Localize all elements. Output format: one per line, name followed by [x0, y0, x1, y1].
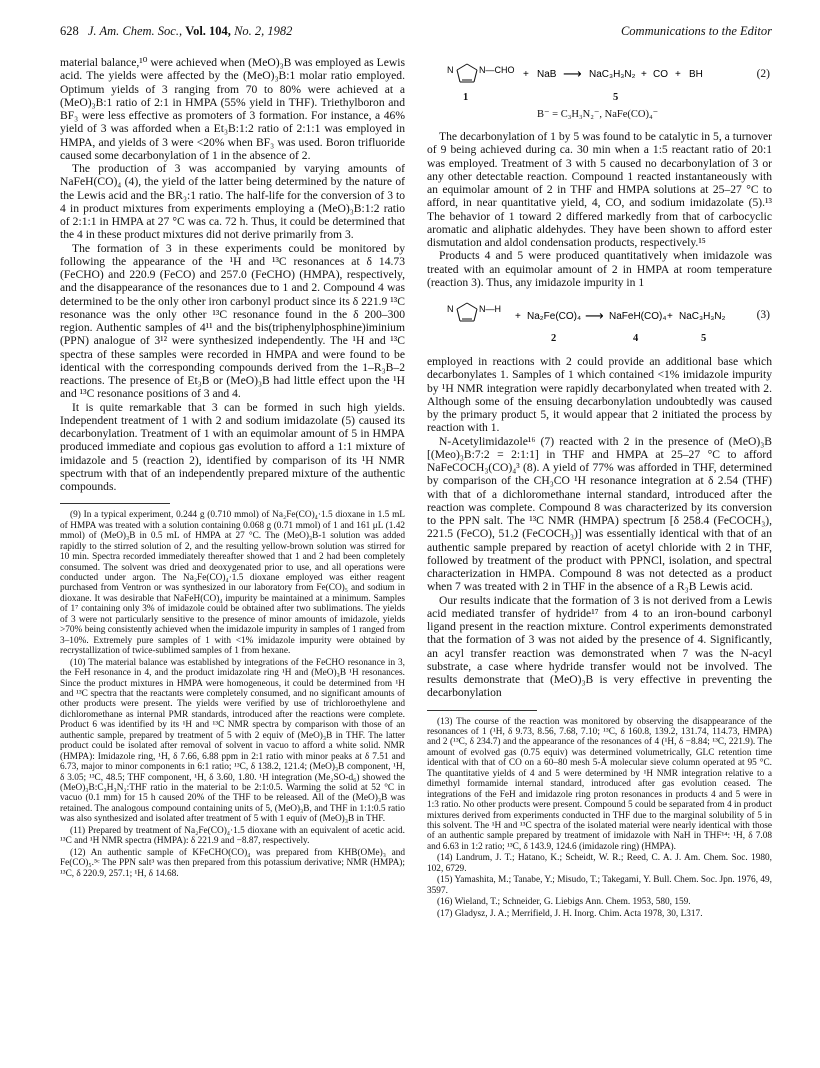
scheme-3-drawing — [427, 295, 772, 351]
footnote: (13) The course of the reaction was monitored by observing the disappearance of the resonances of 1 (¹H, δ 9.73, 8.56, 7.68, 7.10; ¹³C, δ 160.8, 139.2, 131.74, 114.73, HMPA) and 2 (¹³C, δ 234.7) and the appearance of the resonances of 4 (¹H, δ −8.84; ¹³C, 221.9). The amount of evolved gas (0.75 equiv) was determined volumetrically, GLC retention time identical with that of CO on a 60–80 mesh 5-Å molecular sieve column operated at 95 °C. The quantitative yields of 4 and 5 were determined by ¹H NMR integration relative to a dimethyl formamide internal standard, introduced after gas evolution ceased. The integrations of the FeH and imidazole ring proton resonances in products 4 and 5 were in 1:3 ratio. No other products were present. Compound 5 could be separated from 4 in product mixtures derived from experiments conducted in THF due to the marginal solubility of 5 in this solvent. The ¹H and ¹³C spectra of the isolated material were nearly identical with those of an authentic sample prepared by treatment of imidazole with NaH in THF¹⁴: ¹H, δ 7.08 and 6.63 in 1:2 ratio; ¹³C, δ 143.9, 124.6 (imidazole ring) (HMPA). — [427, 716, 772, 852]
reaction-scheme-3 — [427, 295, 772, 351]
scheme3-reagent: Na₂Fe(CO)₄ — [527, 311, 582, 322]
journal-name: J. Am. Chem. Soc., — [87, 24, 183, 38]
scheme2-reagent: NaB — [537, 69, 557, 80]
page-number: 628 — [60, 24, 79, 38]
compound-label: 4 — [633, 333, 639, 344]
imidazole-ring-icon — [457, 64, 477, 82]
reaction-scheme-2 — [427, 56, 772, 124]
equation-number: (3) — [756, 309, 770, 321]
right-column — [427, 56, 772, 920]
paragraph: Products 4 and 5 were produced quantitatively when imidazole was treated with an equimolar amount of 2 in HMPA at room temperature (reaction 3). Thus, any imidazole impurity in 1 — [427, 249, 772, 289]
scheme2-plus: + — [675, 69, 681, 80]
scheme3-product2: NaC₃H₃N₂ — [679, 311, 726, 322]
scheme2-plus: + — [641, 69, 647, 80]
scheme2-product: NaC₃H₃N₂ — [589, 69, 636, 80]
paragraph: The production of 3 was accompanied by varying amounts of NaFeH(CO)₄ (4), the yield of the latter being determined by the nature of the Lewis acid and the BR₃:1 ratio. The half-life for the conversion of 3 to 4 in product mixtures from experiments employing a (MeO)₃B:1:2 ratio of 2:1:1 in HMPA at 27 °C was ca. 72 h. Thus, it could be determined that the 4 in these product mixtures did not derive primarily from 3. — [60, 162, 405, 242]
paragraph: material balance,¹⁰ were achieved when (MeO)₃B was employed as Lewis acid. The yields were affected by the (MeO)₃B:1 molar ratio employed. Optimum yields of 3 ranging from 70 to 80% were achieved at a (MeO)₃B:1 ratio of 2:1 in HMPA (55% yield in THF). Triethylboron and BF₃ were less effective as promoters of 3 formation. For instance, a 46% yield of 3 was afforded when a Et₃B:1:2 ratio of 2:1:1 was employed in HMPA, and yields of 3 were <20% when BF₃ was used. Boron trifluoride caused some decarbonylation of 1 in the absence of 2. — [60, 56, 405, 162]
section-title: Communications to the Editor — [620, 24, 772, 38]
compound-label: 5 — [613, 92, 619, 103]
scheme3-product1: NaFeH(CO)₄ — [609, 311, 667, 322]
paragraph: employed in reactions with 2 could provide an additional base which decarbonylates 1. Samples of 1 which contained <1% imidazole impurity by ¹H NMR integration were rapidly decarbonylated when treated with 2. Although some of the ensuing decarbonylation undoubtedly was caused by the primary product 5, it would appear that 2 initiated the process by reaction with 1. — [427, 355, 772, 435]
footnote: (11) Prepared by treatment of Na₂Fe(CO)₄·1.5 dioxane with an equivalent of acetic acid. ¹³C and ¹H NMR spectra (HMPA): δ 221.9 and −8.87, respectively. — [60, 825, 405, 847]
left-column — [60, 56, 405, 880]
compound-label: 2 — [551, 333, 557, 344]
imidazole-ring-icon — [457, 303, 477, 321]
scheme3-plus: + — [667, 311, 673, 322]
paragraph: N-Acetylimidazole¹⁶ (7) reacted with 2 in the presence of (MeO)₃B [(Meo)₃B:7:2 = 2:1:1] in THF and HMPA at 25–27 °C to afford NaFeCOCH₃(CO)₄³ (8). A yield of 77% was afforded in THF, determined by comparison of the CH₃CO ¹H resonance integration at δ 2.54 (THF) with that of a dichloromethane internal standard, introduced after the reaction was complete. Compound 8 was characterized by its conversion to the PPN salt. The ¹³C NMR (HMPA) spectrum [δ 258.4 (FeCOCH₃), 221.5 (FeCO), 51.2 (FeCOCH₃)] was essentially identical with that of an authentic sample prepared by reaction of acetyl chloride with 2 in THF, followed by treatment of the product with PPNCl, isolation, and spectral characterization in HMPA. Compound 8 was not detected as a product when 7 was treated with 2 in THF in the absence of a R₃B Lewis acid. — [427, 434, 772, 594]
scheme2-bh: BH — [689, 69, 703, 80]
running-header — [60, 24, 772, 40]
reaction-arrow-icon: ⟶ — [563, 67, 582, 82]
paragraph: Our results indicate that the formation of 3 is not derived from a Lewis acid mediated transfer of hydride¹⁷ from 4 to an iron-bound carbonyl ligand present in the reaction mixture. Control experiments demonstrated that the formation of 3 was not aided by the presence of 4. Significantly, an acyl transfer reaction was demonstrated when 7 was the N-acyl substrate, a case where hydride transfer would not be involved. The results demonstrate that (MeO)₃B is very effective in preventing the decarbonylation — [427, 593, 772, 700]
footnote: (9) In a typical experiment, 0.244 g (0.710 mmol) of Na₂Fe(CO)₄·1.5 dioxane in 1.5 mL of HMPA was treated with a solution containing 0.068 g (0.71 mmol) of 1 and 161 μL (1.42 mmol) of (MeO)₃B in 0.5 mL of HMPA at 27 °C. The (MeO)₃B-1 solution was added rapidly to the stirred solution of 2, and the resulting yellow-brown solution was stirred for 10 min. Spectra recorded immediately thereafter showed that 1 and 2 had been completely consumed. The solvent was dried and deoxygenated prior to use, and all operations were conducted under argon. The Na₂Fe(CO)₄·1.5 dioxane employed was either reagent purchased from Ventron or was synthesized in our laboratory from Fe(CO)₅ and sodium in dioxane. It was desirable that NaFeH(CO)₄ impurity be maintained at a minimum. Samples of 1⁷ containing only 3% of imidazole could be obtained after two sublimations. The yields of 3 were not particularly sensitive to the presence of minor amounts of imidazole, yields >70% being consistently achieved when the imidazole impurity in samples of 1 ranged from 3–10%. Extremely pure samples of 1 with <1% imidazole impurity were obtained by recrystallization of twice-sublimed samples of 1 from hexane. — [60, 510, 405, 657]
header-citation — [60, 24, 292, 39]
footnote: (10) The material balance was established by integrations of the FeCHO resonance in 3, the FeH resonance in 4, and the product imidazolate ring ¹H and (MeO)₃B ¹H resonances. Since the product mixtures in HMPA were homogeneous, it could be determined from ¹H and ¹³C spectra that the reactants were completely consumed, and no significant amounts of other products were present. The yields were verified by use of trichloroethylene and dichloromethane as internal PMR standards, introduced after the reactions were complete. Product 6 was identified by its ¹H and ¹³C NMR spectra by comparison with those of an authentic sample, prepared by treatment of 5 with 2 equiv of (MeO)₃B in THF. The latter product could be isolated after removal of solvent in vacuo to afford a white solid. NMR (HMPA): Imidazole ring, ¹H, δ 7.66, 6.88 ppm in 2:1 ratio with minor peaks at δ 7.51 and 6.73, major to minor components in 6:1 ratio; ¹³C, δ 138.2, 121.4; (MeO)₃B component, ¹H, δ 3.05; ¹³C, 48.5; THF component, ¹H, δ 3.60, 1.80. ¹H integration (Me₂SO-d₆) showed the (MeO)₃B:C₃H₃N₂:THF ratio in the material to be 2:1:0.5. Warming the solid at 52 °C in vacuo (0.1 mm) for 15 h caused 20% of the THF to be released. All of the (MeO)₃B was retained. The analogous compound containing units of 5, (MeO)₃B, and THF in 1:1:0.5 ratio was also synthesized and isolated after treatment of 5 with 1 equiv of (MeO)₃B in THF. — [60, 657, 405, 825]
scheme2-co: CO — [653, 69, 668, 80]
scheme2-definition: B⁻ = C₃H₃N₂⁻, NaFe(CO)₄⁻ — [537, 109, 659, 120]
paragraph: The formation of 3 in these experiments could be monitored by following the appearance of the ¹H and ¹³C resonances at δ 14.73 (FeCHO) and 220.9 (FeCO) and 257.0 (FeCHO) (HMPA), respectively, and the disappearance of the resonances due to 1 and 2. Compound 4 was determined to be the only other iron carbonyl product since its δ 221.9 ¹³C resonance was the only other ¹³C resonance found in the δ 200–300 region. Authentic samples of 4¹¹ and the bis(triphenylphosphine)iminium (PPN) analogue of 3¹² were synthesized independently. The ¹H and ¹³C spectra of these samples were recorded in HMPA and were found to be identical with the corresponding compounds derived from the 1–R₃B–2 reactions. The presence of Et₃B or (MeO)₃B had little effect upon the ¹H and ¹³C resonance positions of 3 and 4. — [60, 241, 405, 401]
paragraph: It is quite remarkable that 3 can be formed in such high yields. Independent treatment of 1 with 2 and sodium imidazolate (5) caused its decarbonylation. Treatment of 1 with an equimolar amount of 5 in HMPA produced immediate and copious gas evolution to afford a 1:1 mixture of imidazole and 5 (reaction 2), identified by comparison of its ¹H NMR spectrum with that of an independently prepared mixture of the authentic compounds. — [60, 400, 405, 493]
footnote: (12) An authentic sample of KFeCHO(CO)₄ was prepared from KHB(OMe)₃ and Fe(CO)₅.⁵ᶜ The PPN salt³ was then prepared from this potassium derivative; NMR (HMPA); ¹³C, δ 220.9, 257.1; ¹H, δ 14.68. — [60, 847, 405, 879]
journal-volume: Vol. 104, — [185, 24, 231, 38]
footnote: (16) Wieland, T.; Schneider, G. Liebigs Ann. Chem. 1953, 580, 159. — [437, 897, 691, 908]
svg-text:N: N — [447, 65, 454, 75]
reaction-arrow-icon: ⟶ — [585, 309, 604, 324]
journal-issue: No. 2, 1982 — [234, 24, 293, 38]
footnote-divider — [427, 710, 537, 711]
compound-label: 5 — [701, 333, 707, 344]
footnote: (15) Yamashita, M.; Tanabe, Y.; Misudo, T.; Takegami, Y. Bull. Chem. Soc. Jpn. 1976, 49, 3597. — [427, 875, 772, 896]
scheme2-reactant-group: N—CHO — [479, 65, 515, 75]
scheme2-plus: + — [523, 69, 529, 80]
footnote-divider — [60, 503, 170, 504]
footnote: (14) Landrum, J. T.; Hatano, K.; Scheidt, W. R.; Reed, C. A. J. Am. Chem. Soc. 1980, 102, 6729. — [427, 853, 772, 874]
scheme3-reactant-group: N—H — [479, 304, 501, 314]
footnote: (17) Gladysz, J. A.; Merrifield, J. H. Inorg. Chim. Acta 1978, 30, L317. — [437, 908, 703, 919]
scheme3-plus: + — [515, 311, 521, 322]
equation-number: (2) — [756, 68, 770, 80]
paragraph: The decarbonylation of 1 by 5 was found to be catalytic in 5, a turnover of 9 being achieved during ca. 30 min when a 1:5 reactant ratio of 20:1 was employed. Treatment of 3 with 5 caused no decarbonylation of 3 or any other detectable reaction. Compound 1 reacted instantaneously with an equimolar amount of 2 in THF and HMPA solutions at 25–27 °C to afford, in near quantitative yield, 4, CO, and sodium imidazolate (5).¹³ The behavior of 1 toward 2 differed markedly from that of carbocyclic aromatic and aliphatic aldehydes. They have been shown to afford ester dismutation and aldol condensation products, respectively.¹⁵ — [427, 130, 772, 249]
svg-text:N: N — [447, 304, 454, 314]
compound-label: 1 — [463, 92, 469, 103]
